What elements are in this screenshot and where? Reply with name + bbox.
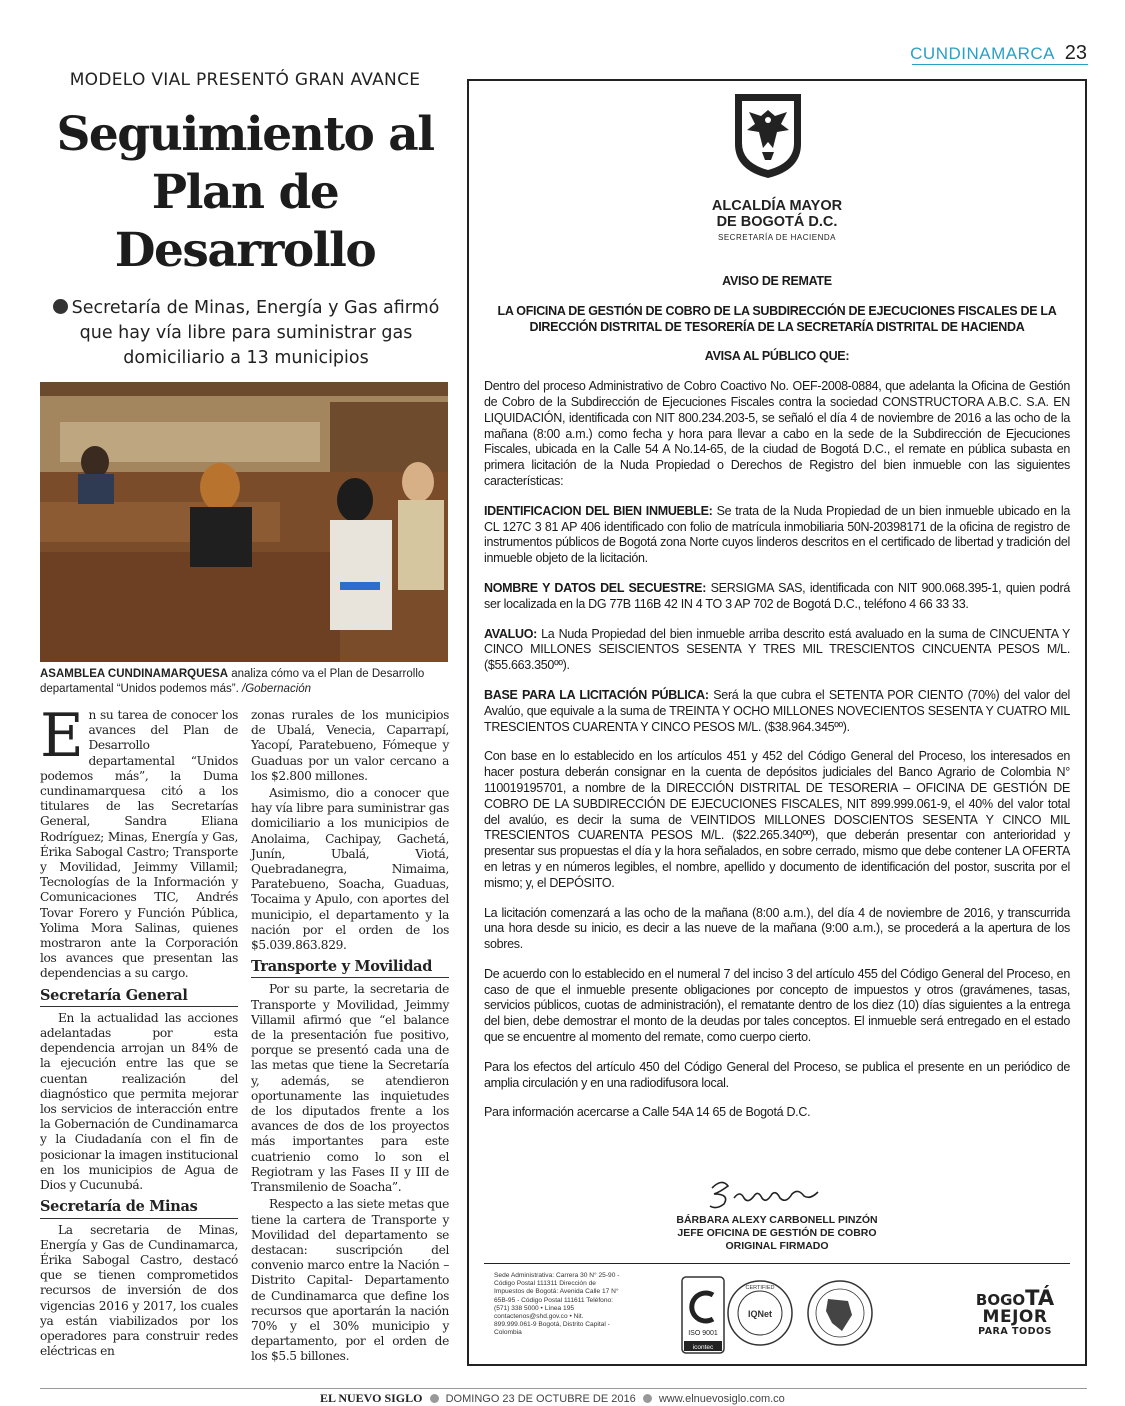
notice-body <box>484 274 1070 1135</box>
article-paragraph: zonas rurales de los municipios de Ubalá, Venecia, Caparrapí, Yacopí, Paratebueno, Fómeque y Guaduas por un valor cercano a los $2.800 millones. <box>251 708 449 783</box>
photo-caption <box>40 667 448 697</box>
bogota-mejor-logo <box>960 1286 1070 1337</box>
caption-lead: ASAMBLEA CUNDINAMARQUESA <box>40 668 229 680</box>
notice-address: Sede Administrativa: Carrera 30 N° 25-90 - Código Postal 111311 Dirección de Impuestos de Bogotá: Avenida Calle 17 N° 65B-95 - Código Postal 111611 Teléfono: (571) 338 5000 • Línea 195 contactenos@shd.gov.co • Nit. 899.999.061-9 Bogotá, Distrito Capital - Colombia <box>494 1272 620 1337</box>
logo-icontec-label: icontec <box>692 1344 714 1351</box>
notice-paragraph: Para información acercarse a Calle 54A 14 65 de Bogotá D.C. <box>484 1105 811 1120</box>
caption-credit: /Gobernación <box>242 683 312 695</box>
article-paragraph: Por su parte, la secretaria de Transporte y Movilidad, Jeimmy Villamil afirmó que “el balance de la presentación fue positivo, porque se presentó cada una de las metas que tiene la Secretaría y, además, se atendieron oportunamente las inquietudes de los diputados frente a los avances de dos de los proyectos más importantes para este cuatrienio como lo son el Regiotram y las Fases II y III de Transmilenio de Soacha”. <box>251 982 449 1195</box>
notice-paragraph: De acuerdo con lo establecido en el numeral 7 del inciso 3 del artículo 455 del Código General del Proceso, en caso de que el inmueble presente obligaciones por concepto de impuestos y otros (gravámenes, tasas, servicios públicos, cuotas de administración), el rematante dentro de los diez (10) días siguientes a la entrega del bien, debe demostrar el monto de la deudas por tales conceptos. El inmueble será entregado en el estado que se encuentre al momento del remate, como cuerpo cierto. <box>484 966 1070 1045</box>
paragraph-label: AVALUO: <box>484 626 537 641</box>
subheading-transporte: Transporte y Movilidad <box>251 959 449 978</box>
notice-footer-rule <box>484 1263 1070 1264</box>
notice-paragraph <box>484 504 1070 567</box>
caption-text: analiza cómo va el Plan de Desarrollo departamental “Unidos podemos más”. <box>40 668 425 695</box>
certification-logos <box>680 1275 880 1355</box>
section-name: CUNDINAMARCA <box>910 44 1055 63</box>
paragraph-text: SERSIGMA SAS, identificada con NIT 900.068.395-1, quien podrá ser localizada en la DG 77B 116B 42 IN 4 TO 3 AP 702 de Bogotá D.C., teléfono 4 66 33 33. <box>484 580 1070 611</box>
paragraph-label: BASE PARA LA LICITACIÓN PÚBLICA: <box>484 687 709 702</box>
signer-block <box>467 1214 1087 1253</box>
certification-logos-graphic <box>680 1275 880 1355</box>
notice-paragraph: Dentro del proceso Administrativo de Cobro Coactivo No. OEF-2008-0884, que adelanta la Oficina de Gestión de Cobro de la Subdirección de Ejecuciones Fiscales contra la sociedad CONSTRUCTORA A.B.C. S.A. EN LIQUIDACIÓN, identificada con NIT 800.234.203-5, se señaló el día 4 de noviembre de 2016 a las ocho de la mañana (8:00 a.m.) como fecha y hora para llevar a cabo en la sede de la Subdirección de Ejecuciones Fiscales, ubicada en la Calle 54 A No.14-65, de la ciudad de Bogotá D.C., el remate en pública subasta en primera licitación de la Nuda Propiedad o Derechos de Registro del bien inmueble con las siguientes características: <box>484 379 1070 488</box>
article-paragraph: En la actualidad las acciones adelantadas por esta dependencia arrojan un 84% de la ejecución entre las que se cuentan realización del diagnóstico que permita mejorar los servicios de interacción entre la Gobernación de Cundinamarca y la Ciudadanía con el fin de posicionar la imagen institucional en los municipios de Agua de Dios y Cucunubá. <box>40 1010 238 1193</box>
footer-url[interactable]: www.elnuevosiglo.com.co <box>658 1393 785 1405</box>
notice-paragraph: Para los efectos del artículo 450 del Código General del Proceso, se publica el presente en un periódico de amplia circulación y en una radiodifusora local. <box>484 1059 1070 1090</box>
page-number: 23 <box>1064 42 1087 64</box>
signer-name: BÁRBARA ALEXY CARBONELL PINZÓN <box>676 1214 878 1226</box>
footer-dot-icon <box>430 1394 439 1403</box>
bogota-crest-icon <box>733 92 803 180</box>
bogota-logo-line-1 <box>960 1286 1070 1310</box>
entity-name <box>467 198 1087 230</box>
notice-paragraph <box>484 627 1070 674</box>
signer-title: JEFE OFICINA DE GESTIÓN DE COBRO <box>677 1227 877 1239</box>
bogota-logo-line-2: MEJOR <box>982 1307 1048 1327</box>
logo-iqnet-label: IQNet <box>747 1309 773 1319</box>
notice-title: AVISO DE REMATE <box>722 274 832 288</box>
notice-paragraph: La licitación comenzará a las ocho de la mañana (8:00 a.m.), del día 4 de noviembre de 2016, y transcurrida una hora desde su inicio, es decir a las nueve de la mañana (9:00 a.m.), se procederá a la apertura de los sobres. <box>484 905 1070 952</box>
article-paragraph: Respecto a las siete metas que tiene la cartera de Transporte y Movilidad del departamento se destacan: suscripción del convenio marco entre la Nación –Distrito Capital- Departamento de Cundinamarca que define los recursos que aportarán la nación 70% y el 30% municipio y departamento, por el orden de los $5.5 billones. <box>251 1197 449 1364</box>
header-rule <box>912 64 1088 65</box>
article-column-1 <box>40 701 238 1361</box>
article-paragraph <box>40 701 238 982</box>
signer-note: ORIGINAL FIRMADO <box>725 1240 829 1252</box>
logo-iso-label: ISO 9001 <box>688 1330 718 1337</box>
article-kicker: MODELO VIAL PRESENTÓ GRAN AVANCE <box>69 70 421 90</box>
notice-paragraph: Con base en lo establecido en los artículos 451 y 452 del Código General del Proceso, los interesados en hacer postura deberán consignar en la cuenta de depósitos judiciales del Banco Agrario de Colombia N° 110019195701, a nombre de la DIRECCIÓN DISTRITAL DE TESORERIA – OFICINA DE GESTIÓN DE COBRO DE LA SUBDIRECCIÓN DE EJECUCIONES FISCALES, NIT 899.999.061-9, el 40% del valor total del avalúo, es decir la suma de VEINTIDOS MILLONES DOSCIENTOS SESENTA Y CINCO MIL TRESCIENTOS CUARENTA PESOS M/L. ($22.265.340ºº), que deberán presentar con anterioridad y presentar sus propuestas el día y la hora señalados, en sobre cerrado, mismo que debe contener LA OFERTA en letras y en números legibles, el nombre, apellido y documento de identificación del postor, suscrita por el mismo; y, el DEPÓSITO. <box>484 749 1070 890</box>
bogota-logo-accent: TÁ <box>1025 1286 1055 1310</box>
article-subhead <box>46 296 446 371</box>
entity-subtitle: SECRETARÍA DE HACIENDA <box>718 233 836 242</box>
footer-date: DOMINGO 23 DE OCTUBRE DE 2016 <box>445 1393 636 1405</box>
notice-office: LA OFICINA DE GESTIÓN DE COBRO DE LA SUBDIRECCIÓN DE EJECUCIONES FISCALES DE LA DIRECCIÓN DISTRITAL DE TESORERÍA DE LA SECRETARÍA DISTRITAL DE HACIENDA <box>497 303 1057 334</box>
assembly-photo-illustration <box>40 382 448 662</box>
article-column-2 <box>251 708 449 1367</box>
entity-line-1: ALCALDÍA MAYOR <box>711 198 843 214</box>
article-headline: Seguimiento al Plan de Desarrollo <box>56 107 434 278</box>
article-photo <box>40 382 448 662</box>
footer-dot-icon <box>643 1394 652 1403</box>
drop-cap: E <box>40 701 84 771</box>
page-footer <box>320 1391 840 1406</box>
notice-paragraph <box>484 581 1070 613</box>
subheading-secretaria-minas: Secretaría de Minas <box>40 1199 238 1218</box>
article-paragraph: Asimismo, dio a conocer que hay vía libre para suministrar gas domiciliario a los municipios de Anolaima, Cachipay, Gachetá, Junín, Ubalá, Viotá, Quebradanegra, Nimaima, Paratebueno, Soacha, Guaduas, Tocaima y Apulo, con aportes del municipio, el departamento y la nación por el orden de los $5.039.863.829. <box>251 786 449 953</box>
paragraph-label: NOMBRE Y DATOS DEL SECUESTRE: <box>484 580 707 595</box>
notice-avisa: AVISA AL PÚBLICO QUE: <box>704 349 850 364</box>
newspaper-brand: EL NUEVO SIGLO <box>320 1391 423 1405</box>
handwritten-signature <box>700 1174 830 1214</box>
bogota-logo-line-3: PARA TODOS <box>978 1326 1052 1337</box>
entity-line-2: DE BOGOTÁ D.C. <box>716 214 838 230</box>
paragraph-text: n su tarea de conocer los avances del Plan de Desarrollo departamental “Unidos podemos más”, la Duma cundinamarquesa citó a los titulares de las Secretarías General, Sandra Eliana Rodríguez; Minas, Energía y Gas, Érika Sabogal Castro; Transporte y Movilidad, Jeimmy Villamil; Tecnologías de la Información y Comunicaciones TIC, Andrés Tovar Forero y Función Pública, Yolima Mora Salinas, quienes mostraron ante la Corporación los avances que presentan las dependencias a su cargo. <box>40 708 238 981</box>
paragraph-text: Será la que cubra el SETENTA POR CIENTO (70%) del valor del Avalúo, que equivale a la suma de TREINTA Y OCHO MILLONES NOVECIENTOS SESENTA Y CUATRO MIL TRESCIENTOS CUARENTA Y CINCO PESOS M/L. ($38.964.345ºº). <box>484 687 1071 734</box>
logo-certified-label: CERTIFIED <box>745 1285 775 1291</box>
notice-paragraph <box>484 688 1070 735</box>
article-paragraph: La secretaria de Minas, Energía y Gas de Cundinamarca, Érika Sabogal Castro, destacó que se tienen comprometidos recursos de inversión de dos vigencias 2016 y 2017, los cuales ya están viabilizados por los operadores para construir redes eléctricas en <box>40 1222 238 1359</box>
subheading-secretaria-general: Secretaría General <box>40 988 238 1007</box>
subhead-text: Secretaría de Minas, Energía y Gas afirmó que hay vía libre para suministrar gas domiciliario a 13 municipios <box>71 298 440 368</box>
bullet-icon <box>53 299 68 314</box>
bogota-logo-part: BOGO <box>975 1291 1026 1309</box>
paragraph-text: Se trata de la Nuda Propiedad de un bien inmueble ubicado en la CL 127C 3 81 AP 406 identificado con folio de matrícula inmobiliaria 50N-20398171 de la oficina de registro de instrumentos públicos de Bogotá zona Norte cuyos linderos descritos en el certificado de libertad y tradición del inmueble objeto de la licitación. <box>484 503 1070 566</box>
paragraph-label: IDENTIFICACION DEL BIEN INMUEBLE: <box>484 503 713 518</box>
footer-rule <box>40 1388 1087 1389</box>
paragraph-text: La Nuda Propiedad del bien inmueble arriba descrito está avaluado en la suma de CINCUENTA Y CINCO MILLONES SEISCIENTOS SESENTA Y TRES MIL TRESCIENTOS CINCUENTA PESOS M/L. ($55.663.350ºº). <box>484 626 1070 673</box>
